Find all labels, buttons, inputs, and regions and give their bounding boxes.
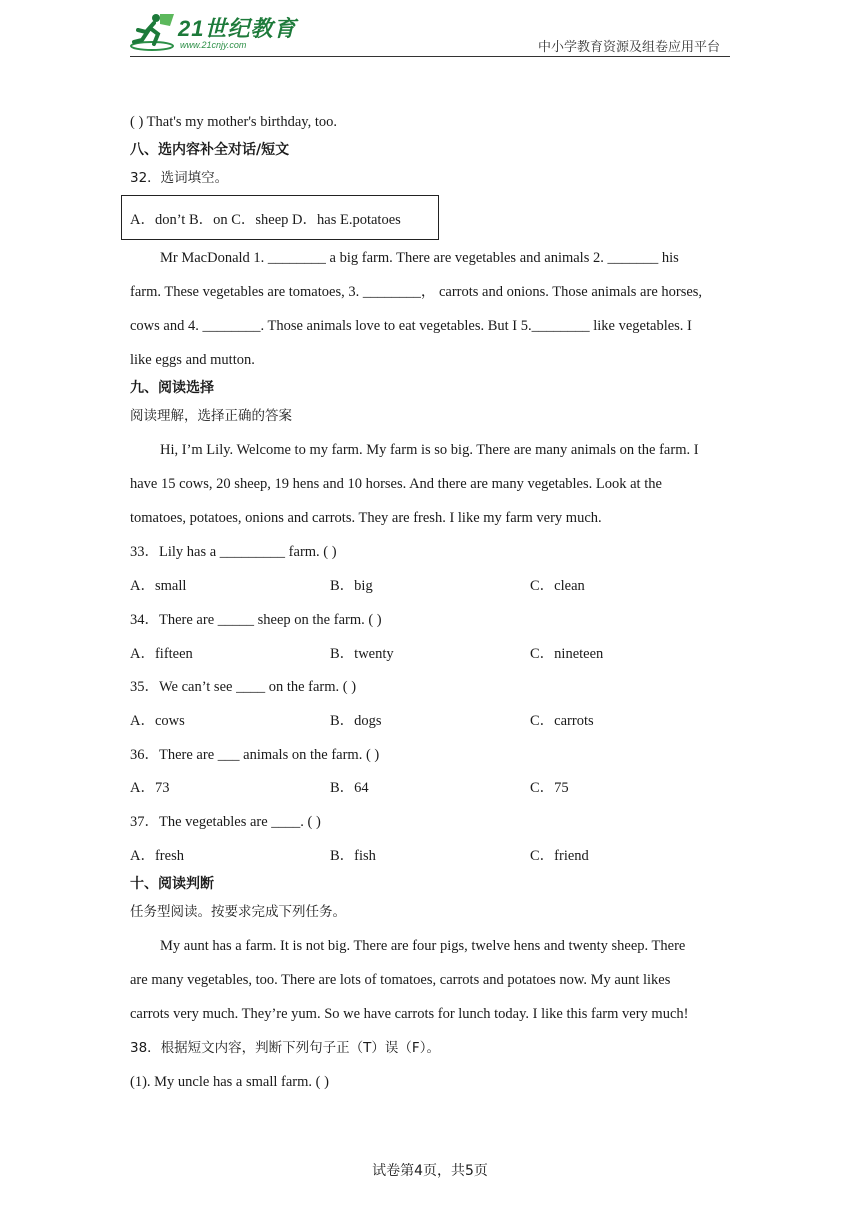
option-b: B．fish — [330, 848, 376, 864]
passage-line: tomatoes, potatoes, onions and carrots. They are fresh. I like my farm very much. — [130, 510, 602, 526]
option-c: C．nineteen — [530, 646, 604, 662]
passage-line: carrots very much. They’re yum. So we have carrots for lunch today. I like this farm very much! — [130, 1006, 689, 1022]
runner-logo-icon — [130, 12, 176, 52]
section9-heading: 九、阅读选择 — [130, 380, 214, 396]
passage-line: have 15 cows, 20 sheep, 19 hens and 10 horses. And there are many vegetables. Look at the — [130, 476, 662, 492]
option-c: C．friend — [530, 848, 589, 864]
option-a: A．cows — [130, 713, 185, 729]
word-bank-box — [121, 195, 439, 240]
passage-line: Hi, I’m Lily. Welcome to my farm. My farm is so big. There are many animals on the farm. I — [160, 442, 699, 458]
option-a: A．fresh — [130, 848, 184, 864]
option-c: C．75 — [530, 780, 569, 796]
option-b: B．big — [330, 578, 373, 594]
q32-para-line: farm. These vegetables are tomatoes, 3. ________， carrots and onions. Those animals are horses, — [130, 284, 703, 300]
q32-para-line: Mr MacDonald 1. ________ a big farm. There are vegetables and animals 2. _______ his — [160, 250, 679, 266]
question-35: 35．We can’t see ____ on the farm. ( ) — [130, 679, 357, 695]
section10-heading: 十、阅读判断 — [130, 876, 214, 892]
page-header — [130, 10, 730, 57]
question-34: 34．There are _____ sheep on the farm. ( ) — [130, 612, 382, 628]
question-37: 37．The vegetables are ____. ( ) — [130, 814, 321, 830]
section10-instruction: 任务型阅读。按要求完成下列任务。 — [130, 904, 346, 920]
question-38-1: (1). My uncle has a small farm. ( ) — [130, 1074, 329, 1090]
passage-line: My aunt has a farm. It is not big. There are four pigs, twelve hens and twenty sheep. There — [160, 938, 686, 954]
option-c: C．clean — [530, 578, 585, 594]
section8-heading: 八、选内容补全对话/短文 — [130, 142, 290, 158]
logo-url: www.21cnjy.com — [180, 40, 247, 50]
passage-line: are many vegetables, too. There are lots of tomatoes, carrots and potatoes now. My aunt likes — [130, 972, 671, 988]
section9-instruction: 阅读理解，选择正确的答案 — [130, 408, 292, 424]
logo-text: 21世纪教育 — [178, 16, 297, 41]
q32-title: 32．选词填空。 — [130, 170, 229, 186]
question-36: 36．There are ___ animals on the farm. ( ) — [130, 747, 380, 763]
q31-tail: ( ) That's my mother's birthday, too. — [130, 114, 337, 130]
q32-para-line: cows and 4. ________. Those animals love to eat vegetables. But I 5.________ like vegetables. I — [130, 318, 692, 334]
option-a: A．73 — [130, 780, 170, 796]
option-b: B．dogs — [330, 713, 382, 729]
page-footer: 试卷第4页，共5页 — [372, 1163, 488, 1179]
option-b: B．64 — [330, 780, 369, 796]
question-38: 38．根据短文内容，判断下列句子正（T）误（F）。 — [130, 1040, 440, 1056]
platform-name: 中小学教育资源及组卷应用平台 — [537, 40, 720, 55]
word-bank-text: A．don’t B．on C．sheep D．has E.potatoes — [130, 212, 401, 228]
option-c: C．carrots — [530, 713, 594, 729]
option-a: A．fifteen — [130, 646, 193, 662]
option-a: A．small — [130, 578, 187, 594]
option-b: B．twenty — [330, 646, 394, 662]
q32-para-line: like eggs and mutton. — [130, 352, 255, 368]
question-33: 33．Lily has a _________ farm. ( ) — [130, 544, 337, 560]
logo — [130, 12, 300, 52]
